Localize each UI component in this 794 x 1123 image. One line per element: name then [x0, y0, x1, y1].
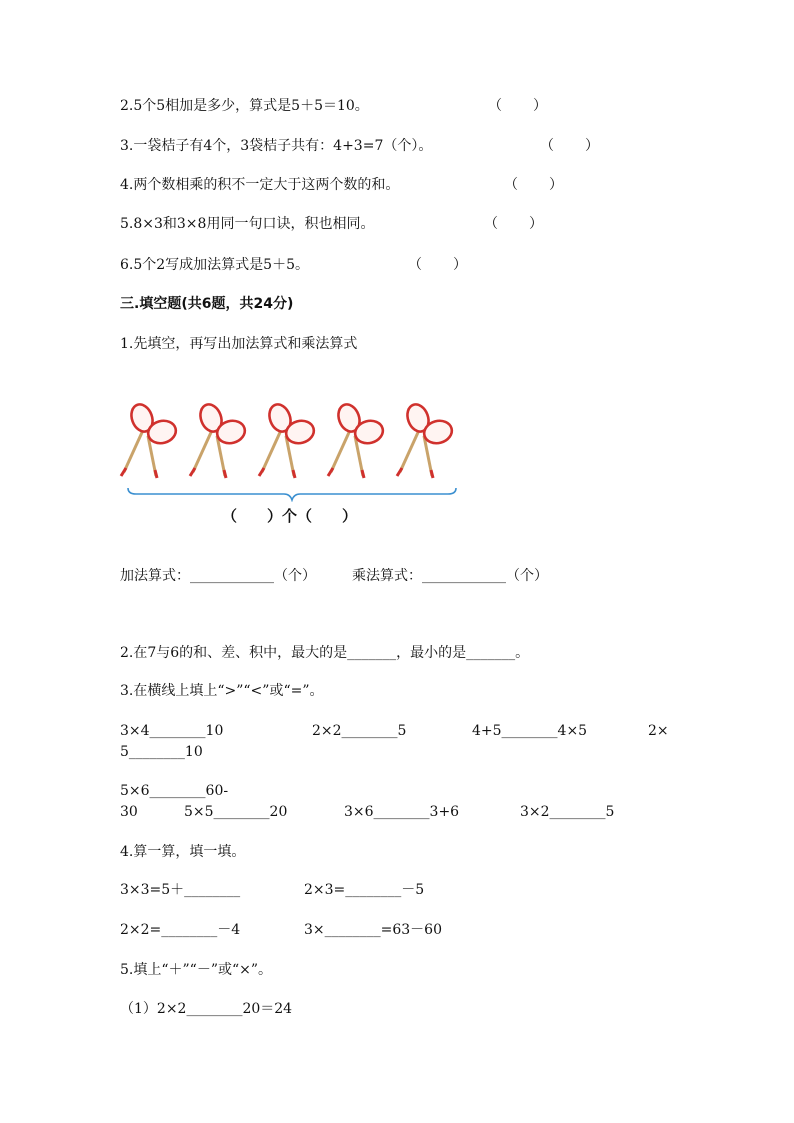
racket-pair-5	[397, 401, 454, 478]
q5-a[interactable]: （1）2×2________20＝24	[120, 1001, 293, 1017]
answer-paren-2[interactable]: （ ）	[488, 98, 548, 114]
answer-paren-5[interactable]: （ ）	[484, 216, 544, 232]
racket-pair-4	[328, 401, 385, 478]
judge-item-5: 5.8×3和3×8用同一句口诀，积也相同。	[120, 216, 375, 232]
judge-item-4: 4.两个数相乘的积不一定大于这两个数的和。	[120, 177, 400, 193]
q3-r1-b[interactable]: 2×2________5	[312, 723, 407, 739]
q3-r2-c[interactable]: 5×5________20	[184, 804, 288, 820]
answer-paren-4[interactable]: （ ）	[504, 177, 564, 193]
q3-r2-e[interactable]: 3×2________5	[520, 804, 615, 820]
brace-icon	[126, 486, 458, 502]
q5-text: 5.填上“＋”“－”或“×”。	[120, 962, 273, 978]
q4-d[interactable]: 3×________=63－60	[304, 922, 442, 938]
judge-item-2: 2.5个5相加是多少，算式是5＋5＝10。	[120, 98, 369, 114]
judge-item-6: 6.5个2写成加法算式是5＋5。	[120, 257, 309, 273]
q4-a[interactable]: 3×3=5＋________	[120, 882, 241, 898]
rackets-illustration	[118, 400, 468, 480]
q3-r1-d: 2×	[648, 723, 669, 739]
q3-r2-a[interactable]: 5×6________60-	[120, 783, 229, 799]
q3-r1-c[interactable]: 4+5________4×5	[472, 723, 588, 739]
q3-text: 3.在横线上填上“>”“<”或“=”。	[120, 683, 324, 699]
addition-formula-line[interactable]: 加法算式：____________（个）	[120, 568, 316, 584]
q3-r1-a[interactable]: 3×4________10	[120, 723, 224, 739]
q3-r2-d[interactable]: 3×6________3+6	[344, 804, 460, 820]
racket-pair-3	[259, 401, 316, 478]
q3-r1-e[interactable]: 5________10	[120, 744, 203, 760]
q4-text: 4.算一算，填一填。	[120, 844, 246, 860]
q2-text: 2.在7与6的和、差、积中，最大的是_______，最小的是_______。	[120, 645, 530, 661]
racket-pair-2	[190, 401, 247, 478]
section-title: 三.填空题(共6题，共24分)	[120, 296, 294, 312]
racket-pair-1	[121, 401, 178, 478]
q4-b[interactable]: 2×3=________－5	[304, 882, 425, 898]
q4-c[interactable]: 2×2=________－4	[120, 922, 241, 938]
q1-text: 1.先填空，再写出加法算式和乘法算式	[120, 336, 358, 352]
answer-paren-3[interactable]: （ ）	[540, 138, 600, 154]
judge-item-3: 3.一袋桔子有4个，3袋桔子共有：4+3=7（个）。	[120, 138, 433, 154]
answer-paren-6[interactable]: （ ）	[408, 257, 468, 273]
q3-r2-b: 30	[120, 804, 138, 820]
q1-caption: （ ）个（ ）	[222, 507, 358, 525]
multiplication-formula-line[interactable]: 乘法算式：____________（个）	[352, 568, 548, 584]
